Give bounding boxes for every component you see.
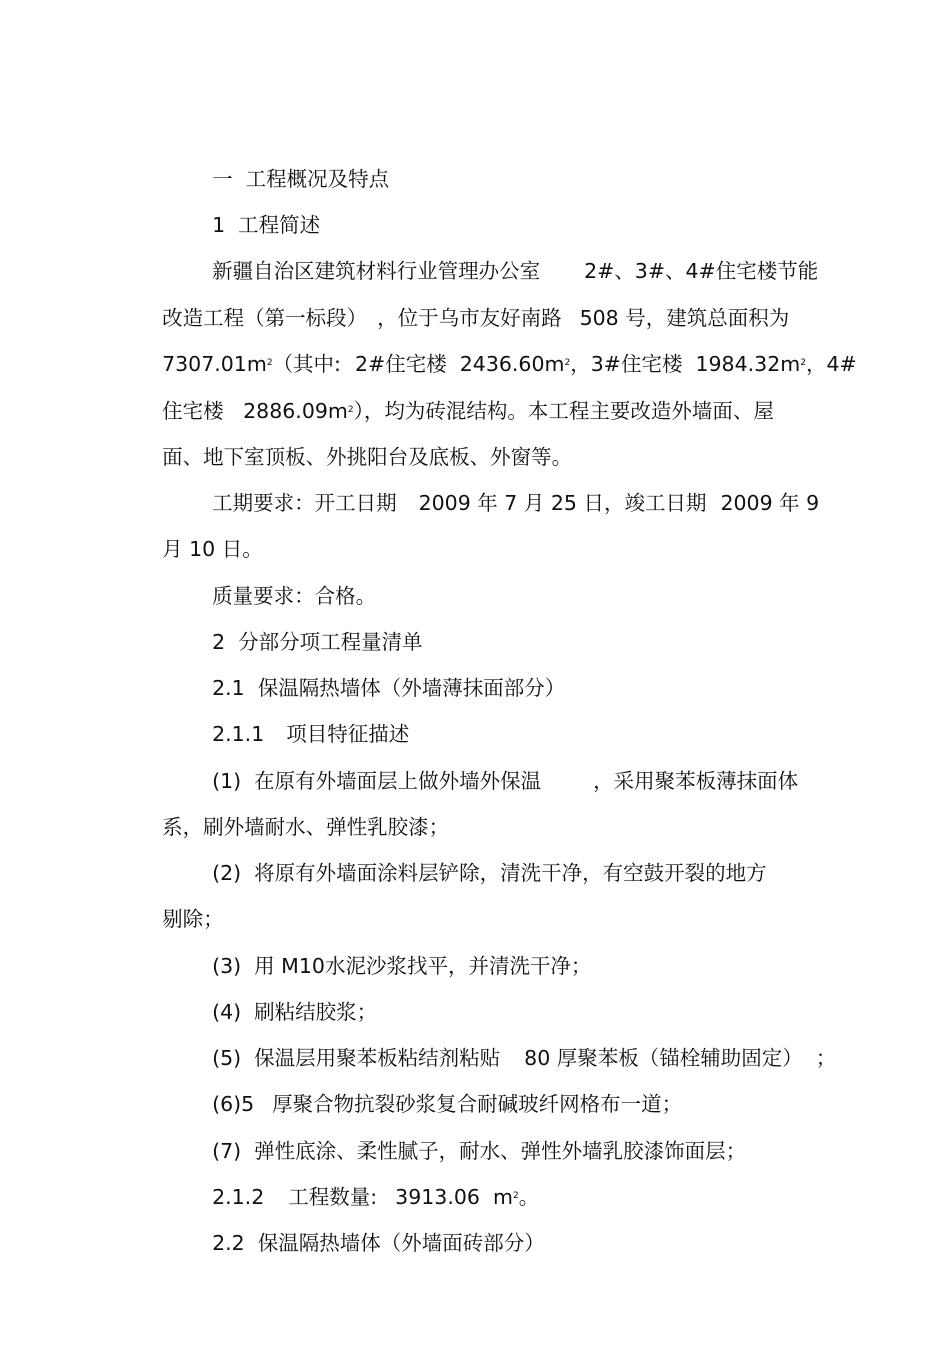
subsection-heading — [186, 1204, 545, 1282]
superscript: 2 — [347, 405, 354, 415]
superscript: 2 — [800, 358, 806, 368]
text-run: ，位于乌市友好南路 — [377, 306, 562, 330]
text-run: 2009 年 9 — [720, 491, 820, 515]
text-run: (2) 将原有外墙面涂料层铲除，清洗干净，有空鼓开裂的地方 — [212, 861, 767, 885]
text-run: 工期要求：开工日期 — [212, 491, 397, 515]
text-run: 面、地下室顶板、外挑阳台及底板、外窗等。 — [162, 445, 573, 469]
text-run: （其中: — [272, 352, 341, 376]
text-run: 剔除； — [162, 907, 224, 931]
list-item — [186, 834, 767, 912]
text-run: 2#住宅楼 2436.60m — [354, 352, 565, 376]
text-run: 工程数量: — [288, 1185, 378, 1209]
paragraph-line — [186, 464, 819, 542]
text-run: 住宅楼 2886.09m — [162, 399, 348, 423]
superscript: 2 — [564, 358, 571, 368]
text-run: ，3#住宅楼 1984.32m — [570, 352, 801, 376]
text-run: ，4# — [805, 352, 857, 376]
text-run: (6)5 — [212, 1092, 255, 1116]
text-run: (7) 弹性底涂、柔性腻子，耐水、弹性外墙乳胶漆饰面层； — [212, 1139, 747, 1163]
section-heading-text: 一 工程概况及特点 — [212, 167, 390, 191]
text-run: (4) 刷粘结胶浆； — [212, 1000, 378, 1024]
subsection-heading-text: 2 分部分项工程量清单 — [212, 630, 423, 654]
text-run: 月 10 日。 — [162, 537, 263, 561]
text-run: 厚聚合物抗裂砂浆复合耐碱玻纤网格布一道； — [272, 1092, 683, 1116]
text-run: 2#、3#、4#住宅楼节能 — [584, 259, 819, 283]
text-run: 2.1.1 — [212, 722, 265, 746]
superscript: 2 — [512, 1191, 519, 1201]
text-run: 3913.06 m — [395, 1185, 513, 1209]
text-run: ，采用聚苯板薄抹面体 — [593, 769, 799, 793]
text-run: 2009 年 7 月 25 日，竣工日期 — [418, 491, 707, 515]
text-run: 80 厚聚苯板（锚栓辅助固定） ； — [524, 1046, 837, 1070]
text-run: (3) 用 M10水泥沙浆找平，并清洗干净； — [212, 954, 592, 978]
text-run: 项目特征描述 — [286, 722, 410, 746]
text-run: 508 号，建筑总面积为 — [579, 306, 790, 330]
text-run: (5) 保温层用聚苯板粘结剂粘贴 — [212, 1046, 501, 1070]
text-run: 新疆自治区建筑材料行业管理办公室 — [212, 259, 541, 283]
text-run: 7307.01m — [162, 352, 267, 376]
text-run: 。 — [518, 1185, 540, 1209]
subsection-heading-text: 1 工程简述 — [212, 213, 321, 237]
text-run: (1) 在原有外墙面层上做外墙外保温 — [212, 769, 542, 793]
subsection-heading-text: 2.2 保温隔热墙体（外墙面砖部分） — [212, 1231, 545, 1255]
text-run: 2.1.2 — [212, 1185, 265, 1209]
text-run: 质量要求：合格。 — [212, 584, 377, 608]
text-run: 改造工程（第一标段） — [162, 306, 368, 330]
text-run: 系，刷外墙耐水、弹性乳胶漆； — [162, 815, 450, 839]
superscript: 2 — [266, 358, 273, 368]
text-run: ），均为砖混结构。本工程主要改造外墙面、屋 — [353, 399, 774, 423]
subsection-heading-text: 2.1 保温隔热墙体（外墙薄抹面部分） — [212, 676, 566, 700]
